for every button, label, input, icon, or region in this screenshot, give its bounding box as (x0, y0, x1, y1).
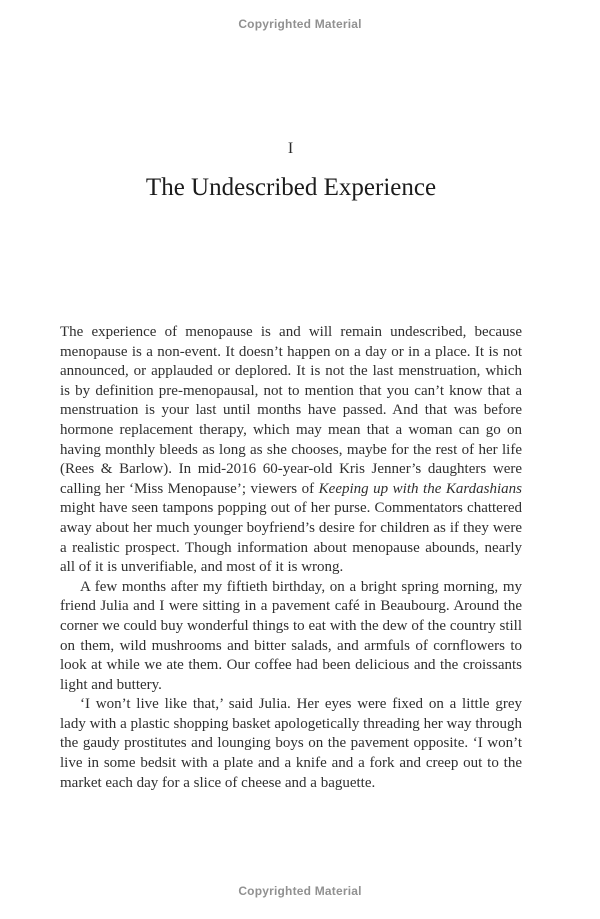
copyright-notice-top: Copyrighted Material (238, 17, 362, 31)
copyright-notice-bottom: Copyrighted Material (238, 884, 362, 898)
body-text (60, 323, 522, 793)
chapter-title: The Undescribed Experience (145, 174, 437, 201)
paragraph-2: A few months after my fiftieth birthday, on a bright spring morning, my friend Julia and I were sitting in a pavement café in Beaubourg. Around the corner we could buy wonderful things to eat with the dew of the country still on them, wild mushrooms and bitter salads, and armfuls of cornflowers to look at while we ate them. Our coffee had been delicious and the croissants light and buttery. (60, 578, 522, 693)
book-title-italic: Keeping up with the Kardashians (318, 480, 522, 497)
chapter-number: I (287, 140, 295, 157)
paragraph-1 (60, 323, 522, 578)
paragraph-1-segment-3: might have seen tampons popping out of her purse. Commentators chattered away about her much younger boyfriend’s desire for children as if they were a realistic prospect. Though information about menopause abounds, nearly all of it is unverifiable, and most of it is wrong. (60, 500, 522, 576)
paragraph-3: ‘I won’t live like that,’ said Julia. Her eyes were fixed on a little grey lady with a plastic shopping basket apologetically threading her way through the gaudy prostitutes and lounging boys on the pavement opposite. ‘I won’t live in some bedsit with a plate and a knife and a fork and creep out to the market each day for a slice of cheese and a baguette. (60, 696, 522, 791)
paragraph-1-segment-1: The experience of menopause is and will remain undescribed, because menopause is a non-event. It doesn’t happen on a day or in a place. It is not announced, or applauded or deplored. It is not the last menstruation, which is by definition pre-menopausal, not to mention that you can’t know that a menstruation is your last until months have passed. And that was before hormone replacement therapy, which may mean that a woman can go on having monthly bleeds as long as she chooses, maybe for the rest of her life (Rees & Barlow). In mid-2016 60-year-old Kris Jenner’s daughters were calling her ‘Miss Menopause’; viewers of (60, 324, 522, 497)
